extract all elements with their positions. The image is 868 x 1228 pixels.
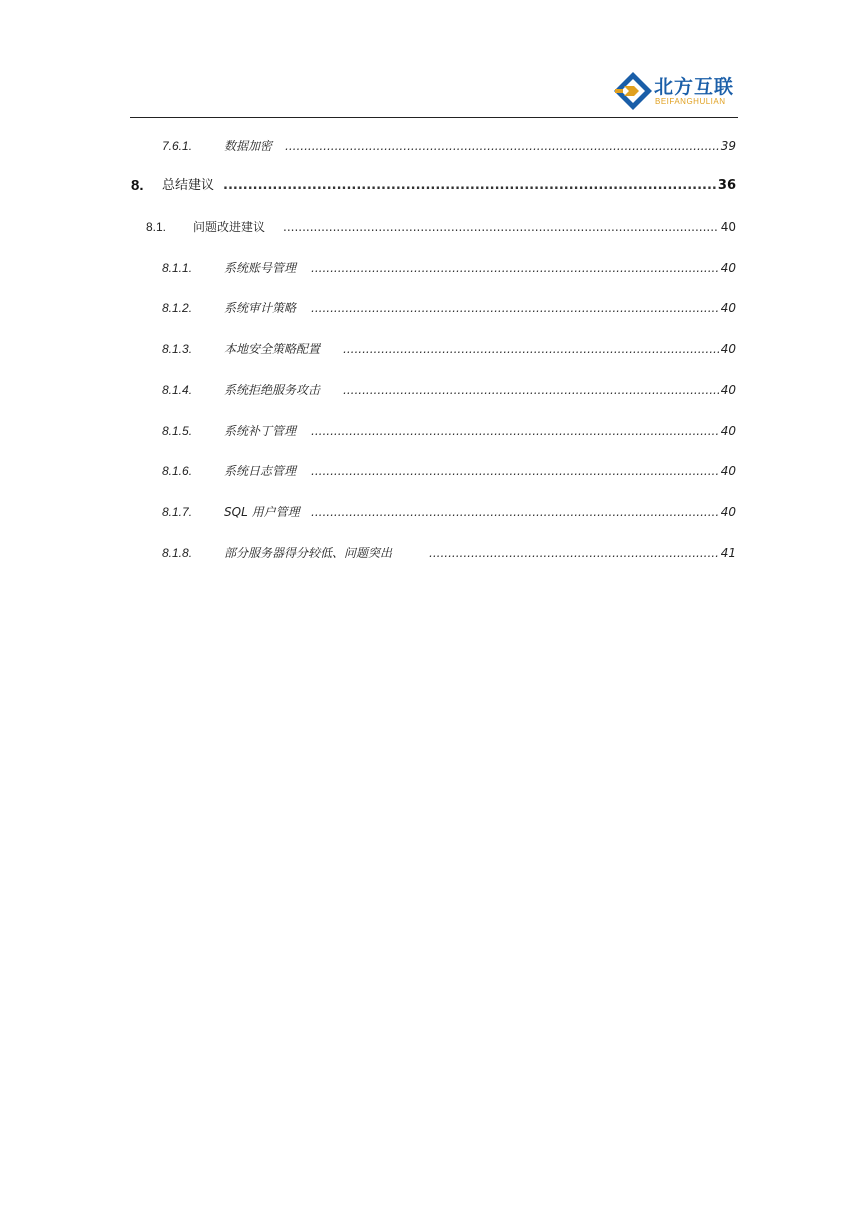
toc-entry-title: 系统拒绝服务攻击 — [224, 383, 321, 397]
toc-entry-number: 8. — [131, 177, 144, 194]
toc-entry-number: 8.1.5. — [162, 424, 193, 438]
toc-entry-title: 系统审计策略 — [224, 301, 297, 315]
toc-entry-page: 40 — [720, 301, 736, 315]
toc-entry-page: 40 — [720, 424, 736, 438]
toc-dot-leader — [311, 298, 719, 318]
toc-entry[interactable] — [0, 421, 868, 441]
toc-entry[interactable] — [0, 298, 868, 318]
toc-entry-number: 8.1.6. — [162, 464, 193, 478]
toc-entry[interactable] — [0, 461, 868, 481]
toc-entry[interactable] — [0, 217, 868, 237]
toc-entry-number: 8.1. — [146, 220, 167, 234]
toc-entry-page: 40 — [720, 505, 736, 519]
toc-entry-page: 39 — [720, 139, 736, 153]
toc-entry[interactable] — [0, 258, 868, 278]
toc-dot-leader — [343, 380, 719, 400]
toc-entry-title: 部分服务器得分较低、问题突出 — [224, 546, 393, 560]
logo-diamond-icon — [612, 70, 654, 112]
toc-dot-leader — [311, 461, 719, 481]
toc-entry-number: 8.1.2. — [162, 301, 193, 315]
toc-dot-leader — [285, 136, 719, 156]
logo-text-en: BEIFANGHULIAN — [655, 97, 726, 106]
toc-entry-title: 系统日志管理 — [224, 464, 297, 478]
toc-dot-leader — [429, 543, 719, 563]
toc-entry-page: 40 — [720, 261, 736, 275]
toc-entry-title: 总结建议 — [162, 178, 215, 193]
toc-entry[interactable] — [0, 176, 868, 196]
toc-entry-page: 40 — [720, 342, 736, 356]
toc-entry-page: 40 — [720, 464, 736, 478]
toc-entry[interactable] — [0, 543, 868, 563]
toc-entry-title: 本地安全策略配置 — [224, 342, 321, 356]
toc-entry-number: 8.1.3. — [162, 342, 193, 356]
toc-entry[interactable] — [0, 380, 868, 400]
toc-dot-leader — [343, 339, 719, 359]
toc-entry-page: 40 — [720, 383, 736, 397]
toc-entry-number: 8.1.1. — [162, 261, 193, 275]
toc-entry-title: SQL 用户管理 — [224, 505, 300, 519]
toc-entry-title: 系统账号管理 — [224, 261, 297, 275]
toc-dot-leader — [283, 217, 719, 237]
company-logo — [612, 68, 742, 112]
toc-entry-number: 8.1.8. — [162, 546, 193, 560]
toc-entry[interactable] — [0, 339, 868, 359]
header-divider — [130, 117, 738, 118]
toc-entry-page: 40 — [720, 220, 736, 234]
toc-dot-leader — [223, 176, 718, 196]
toc-entry[interactable] — [0, 502, 868, 522]
toc-entry-title: 问题改进建议 — [193, 220, 266, 234]
toc-entry-number: 7.6.1. — [162, 139, 193, 153]
toc-dot-leader — [311, 502, 719, 522]
toc-entry-number: 8.1.4. — [162, 383, 193, 397]
toc-entry-number: 8.1.7. — [162, 505, 193, 519]
toc-dot-leader — [311, 258, 719, 278]
toc-entry-page: 41 — [720, 546, 736, 560]
toc-dot-leader — [311, 421, 719, 441]
toc-entry-page: 36 — [717, 178, 736, 193]
logo-text-cn: 北方互联 — [654, 76, 735, 98]
toc-entry-title: 数据加密 — [224, 139, 273, 153]
toc-entry-title: 系统补丁管理 — [224, 424, 297, 438]
toc-entry[interactable] — [0, 136, 868, 156]
